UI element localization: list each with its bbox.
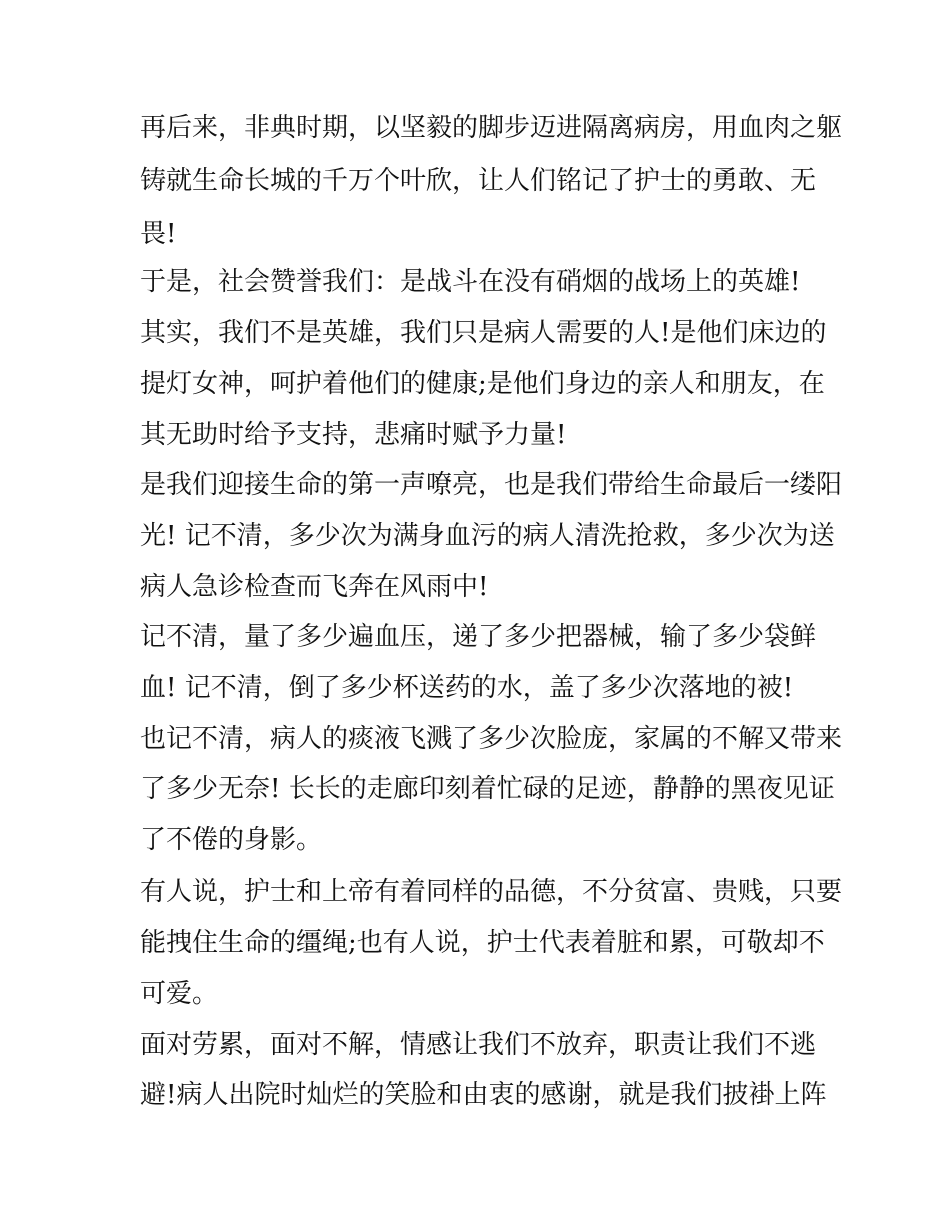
text-line: 其实，我们不是英雄，我们只是病人需要的人!是他们床边的 <box>140 318 827 348</box>
text-line: 光! 记不清，多少次为满身血污的病人清洗抢救，多少次为送 <box>140 521 835 551</box>
text-line: 避!病人出院时灿烂的笑脸和由衷的感谢，就是我们披褂上阵 <box>140 1080 827 1110</box>
text-line: 能拽住生命的缰绳;也有人说，护士代表着脏和累，可敬却不 <box>140 928 825 958</box>
text-line: 可爱。 <box>140 979 219 1009</box>
text-line: 其无助时给予支持，悲痛时赋予力量! <box>140 420 567 450</box>
text-line: 再后来，非典时期，以坚毅的脚步迈进隔离病房，用血肉之躯 <box>140 113 843 143</box>
text-line: 铸就生命长城的千万个叶欣，让人们铭记了护士的勇敢、无 <box>140 166 817 196</box>
text-line: 于是，社会赞誉我们：是战斗在没有硝烟的战场上的英雄! <box>140 267 801 297</box>
text-line: 血! 记不清，倒了多少杯送药的水，盖了多少次落地的被! <box>140 673 794 703</box>
text-line: 畏! <box>140 219 177 249</box>
text-line: 记不清，量了多少遍血压，递了多少把器械，输了多少袋鲜 <box>140 622 817 652</box>
text-line: 了不倦的身影。 <box>140 825 323 855</box>
text-line: 提灯女神，呵护着他们的健康;是他们身边的亲人和朋友，在 <box>140 369 825 399</box>
text-line: 了多少无奈! 长长的走廊印刻着忙碌的足迹，静静的黑夜见证 <box>140 774 835 804</box>
text-line: 病人急诊检查而飞奔在风雨中! <box>140 572 489 602</box>
text-line: 也记不清，病人的痰液飞溅了多少次脸庞，家属的不解又带来 <box>140 724 843 754</box>
text-line: 有人说，护士和上帝有着同样的品德，不分贫富、贵贱，只要 <box>140 877 843 907</box>
text-line: 是我们迎接生命的第一声嘹亮，也是我们带给生命最后一缕阳 <box>140 470 843 500</box>
text-line: 面对劳累，面对不解，情感让我们不放弃，职责让我们不逃 <box>140 1030 817 1060</box>
